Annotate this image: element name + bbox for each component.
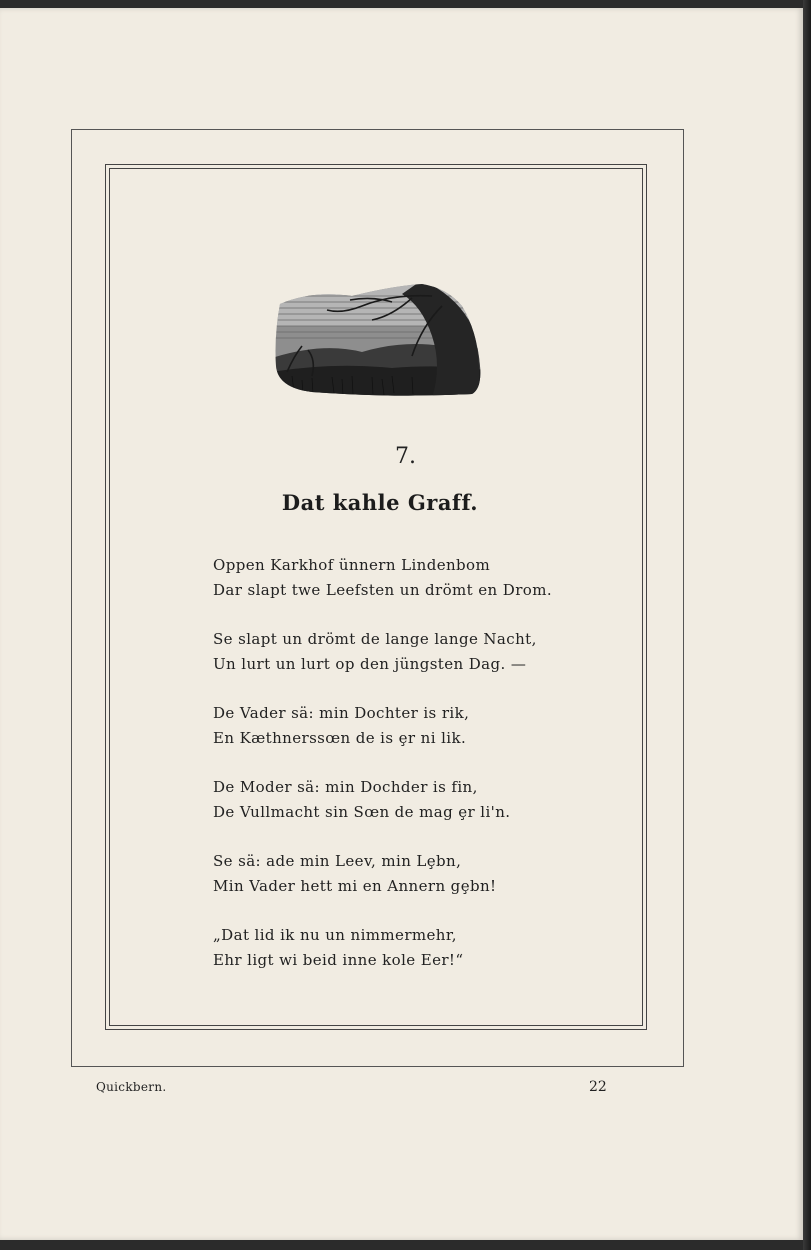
- poem-line: De Vullmacht sin Sœn de mag ȩr li'n.: [213, 803, 511, 821]
- poem-line: „Dat lid ik nu un nimmermehr,: [213, 926, 457, 944]
- poem-number: 7.: [395, 444, 416, 469]
- stanza-6: [213, 923, 593, 973]
- landscape-engraving-icon: [272, 276, 484, 398]
- book-page: [0, 8, 803, 1240]
- poem-line: Min Vader hett mi en Annern gȩbn!: [213, 877, 497, 895]
- poem-line: Se slapt un drömt de lange lange Nacht,: [213, 630, 537, 648]
- poem-title: Dat kahle Graff.: [281, 490, 479, 515]
- poem-line: Se sä: ade min Leev, min Lȩbn,: [213, 852, 462, 870]
- stanza-5: [213, 849, 593, 899]
- poem-line: De Vader sä: min Dochter is rik,: [213, 704, 470, 722]
- stanza-4: [213, 775, 593, 825]
- stanza-2: [213, 627, 593, 677]
- poem-line: Dar slapt twe Leefsten un drömt en Drom.: [213, 581, 552, 599]
- poem-line: Un lurt un lurt op den jüngsten Dag. —: [213, 655, 527, 673]
- stanza-3: [213, 701, 593, 751]
- poem-line: De Moder sä: min Dochder is fin,: [213, 778, 478, 796]
- poem-body: [213, 553, 593, 997]
- poem-line: En Kæthnerssœn de is ȩr ni lik.: [213, 729, 467, 747]
- poem-line: Ehr ligt wi beid inne kole Eer!“: [213, 951, 464, 969]
- footer-book-title: Quickbern.: [96, 1080, 167, 1094]
- stanza-1: [213, 553, 593, 603]
- poem-line: Oppen Karkhof ünnern Lindenbom: [213, 556, 491, 574]
- page-number: 22: [589, 1079, 607, 1095]
- page-edge: [803, 0, 811, 1250]
